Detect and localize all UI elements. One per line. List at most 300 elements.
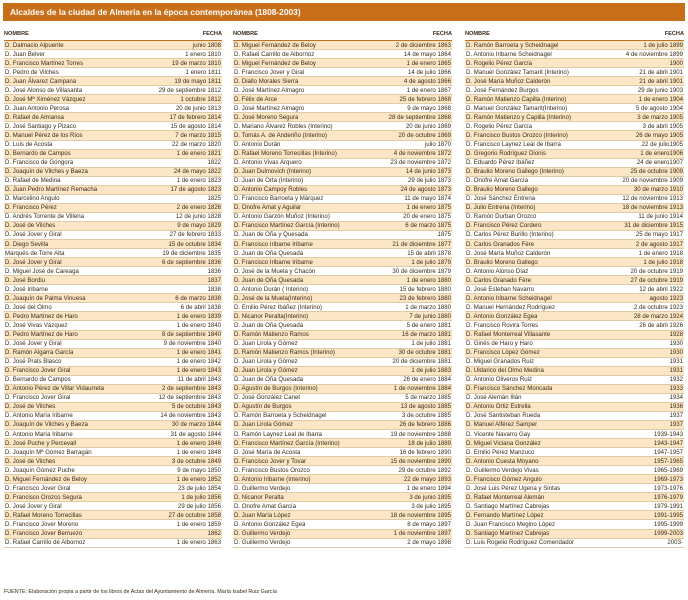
mayor-date: 13 de agosto 1885 [400, 403, 451, 411]
mayor-date: 1 de enero 1863 [176, 539, 221, 547]
mayor-name: D. Diallo Morales Sierra [234, 77, 299, 85]
table-row [4, 385, 222, 394]
table-row [233, 484, 452, 493]
mayor-date: 1930 [669, 340, 683, 348]
table-row [4, 285, 222, 294]
mayor-date: 2 de octubre 1923 [633, 303, 683, 311]
mayor-name: D. Antonio Campoy Robles [234, 186, 308, 194]
mayor-date: 25 de octubre 1909 [630, 168, 683, 176]
mayor-name: D. José de la Muela y Chacón [234, 267, 316, 275]
mayor-name: D. Manuel Alférez Samper [466, 421, 538, 429]
mayor-name: D. Juan de Oña Quesada [234, 276, 304, 284]
mayor-name: D. Juan Álvarez Campana [5, 77, 77, 85]
mayor-name: D. Joaquín Gómez Puche [5, 466, 75, 474]
mayor-date: 30 de marzo 1910 [633, 186, 683, 194]
mayor-date: 30 de octubre 1881 [398, 349, 451, 357]
mayor-date: 1 de enero 1867 [406, 86, 451, 94]
mayor-date: 1825 [207, 195, 221, 203]
mayor-date: 2 de enero 1826 [176, 204, 221, 212]
mayor-date: 14 de noviembre 1843 [160, 412, 221, 420]
table-row [465, 367, 684, 376]
table-row [233, 539, 452, 548]
mayor-name: D. José de Vilches [5, 222, 56, 230]
mayor-name: D. Braulio Moreno Gallego [466, 258, 538, 266]
table-row [233, 168, 452, 177]
mayor-name: D. Antonio González Egea [234, 520, 306, 528]
mayor-name: D. Nicanor Peralta [234, 493, 284, 501]
mayor-name: D. Juan Lirola y Gómez [234, 367, 298, 375]
mayor-name: D. Emilio Pérez Manzuco [466, 448, 535, 456]
mayor-name: D. Dalmacio Alpuente [5, 41, 64, 49]
mayor-date: 1937 [669, 412, 683, 420]
mayor-date: 14 de junio 1873 [405, 168, 451, 176]
mayor-date: 1995-1999 [653, 520, 683, 528]
mayor-date: 1934 [669, 394, 683, 402]
mayor-name: D. Onofre Amat y Aguilar [234, 204, 302, 212]
table-row [4, 358, 222, 367]
table-row [4, 367, 222, 376]
table-row [465, 358, 684, 367]
mayor-name: D. Antonio Oliveros Ruiz [466, 376, 533, 384]
table-row [465, 448, 684, 457]
table-row [233, 186, 452, 195]
table-row [4, 394, 222, 403]
table-row [4, 340, 222, 349]
mayor-date: 12 de noviembre 1913 [622, 195, 683, 203]
table-row [233, 448, 452, 457]
mayor-name: D. Francisco Laynez Leal de Ibarra [466, 141, 561, 149]
mayor-name: D. José Martínez Almagro [234, 86, 305, 94]
table-row [233, 222, 452, 231]
mayor-name: D. Juan Pedro Martínez Remacha [5, 186, 98, 194]
table-row [233, 276, 452, 285]
table-row [4, 466, 222, 475]
table-row [4, 439, 222, 448]
mayors-column-1 [4, 30, 222, 548]
mayor-date: 18 de noviembre 1895 [390, 511, 451, 519]
mayor-date: 3 de junio 1895 [409, 493, 451, 501]
table-row [233, 95, 452, 104]
mayor-date: 16 de marzo 1881 [401, 331, 451, 338]
mayor-name: D. José Martínez Almagro [234, 104, 305, 112]
table-row [4, 131, 222, 140]
mayor-date: 1 de enero 1880 [406, 276, 451, 284]
mayor-name: D. Francisco López Gómez [466, 349, 540, 357]
mayor-name: D. Francisco Jover Berruezo [5, 530, 83, 538]
table-row [465, 430, 684, 439]
table-row [233, 367, 452, 376]
mayor-name: D. Ramón Matienzo Ramos [234, 331, 309, 338]
table-row [4, 68, 222, 77]
table-row [465, 222, 684, 231]
mayor-date: 1 de noviembre 1884 [393, 385, 451, 393]
mayor-name: D. Antonio Pérez de Villar Vidaurreta [5, 385, 105, 393]
table-row [233, 340, 452, 349]
table-row [233, 131, 452, 140]
mayor-date: 18 de julio 1889 [407, 439, 451, 447]
mayor-date: 1936 [669, 403, 683, 411]
mayor-name: D. Luis de Acosta [5, 141, 53, 149]
mayor-date: 26 de enero 1884 [403, 376, 451, 384]
table-row [4, 95, 222, 104]
mayor-name: D. Braulio Moreno Gallego [466, 186, 538, 194]
mayor-date: 1969-1973 [653, 475, 683, 483]
table-row [4, 59, 222, 68]
column-body [233, 41, 452, 548]
mayor-name: D. Antonio Durán [234, 141, 281, 149]
mayor-date: 20 de diciembre 1881 [392, 358, 451, 366]
mayor-name: D. Pedro Martínez de Haro [5, 331, 78, 338]
mayor-name: D. Mariano Álvarez Robles (Interino) [234, 122, 333, 130]
mayor-date: 2 de septiembre 1843 [162, 385, 221, 393]
table-row [465, 231, 684, 240]
mayor-date: 16 de febrero 1890 [399, 448, 451, 456]
mayor-date: junio 1808 [192, 41, 221, 49]
table-row [465, 385, 684, 394]
table-row [465, 104, 684, 113]
mayor-name: D. Diego Sevilla [5, 240, 49, 248]
mayor-date: 5 de enero 1881 [406, 321, 451, 329]
table-row [233, 385, 452, 394]
mayor-name: D. José Vivas Vázquez [5, 321, 68, 329]
table-row [465, 240, 684, 249]
column-header [4, 30, 222, 41]
mayor-name: D. Juan de Orta (Interino) [234, 177, 304, 185]
table-row [233, 285, 452, 294]
table-row [233, 141, 452, 150]
table-row [233, 240, 452, 249]
mayor-name: D. Guillermo Verdejo [234, 539, 291, 547]
mayor-date: 11 de mayo 1874 [404, 195, 451, 203]
mayor-date: 17 de agosto 1823 [170, 186, 221, 194]
table-row [233, 267, 452, 276]
table-row [465, 186, 684, 195]
mayor-date: 1 de enero 1842 [176, 358, 221, 366]
column-body [4, 41, 222, 548]
mayor-date: 15 de octubre 1834 [168, 240, 221, 248]
table-row [4, 186, 222, 195]
mayor-date: 15 de febrero 1880 [399, 285, 451, 293]
mayor-name: D. Rafael Monterreal Villasante [466, 331, 551, 338]
mayor-date: 1 de julio 1881 [411, 340, 451, 348]
table-row [233, 68, 452, 77]
table-row [465, 249, 684, 258]
header-name: NOMBRE [465, 31, 490, 37]
header-date: FECHA [664, 31, 684, 37]
table-row [4, 303, 222, 312]
mayor-name: D. Rafael Carrillo de Albornoz [234, 50, 315, 58]
mayor-name: D. Joaquín Mª Gómez Barragán [5, 448, 92, 456]
mayor-name: D. Rafael de Almansa [5, 113, 64, 121]
mayor-date: 1836 [207, 267, 221, 275]
table-row [233, 113, 452, 122]
mayor-name: D. Francisco de Góngora [5, 159, 74, 167]
mayor-name: D. Miguel Fernández de Beloy [234, 59, 316, 67]
mayor-name: D. Vicente Navarro Gay [466, 430, 531, 438]
table-row [233, 475, 452, 484]
mayor-name: D. Carlos Granado Fère [466, 276, 532, 284]
mayor-date: 9 de mayo 1829 [177, 222, 221, 230]
table-row [233, 511, 452, 520]
mayor-date: 29 de julio 1856 [177, 502, 221, 510]
mayor-name: Marqués de Torre Alta [5, 249, 65, 257]
table-row [233, 520, 452, 529]
mayor-date: 20 de junio 1869 [405, 122, 451, 130]
mayor-name: D. Braulio Moreno Gallego (Interino) [466, 168, 564, 176]
mayor-date: 1939-1943 [653, 430, 683, 438]
mayor-date: 20 de noviembre 1909 [622, 177, 683, 185]
mayor-name: D. Francisco Pérez Cordero [466, 222, 542, 230]
mayor-name: D. Francisco Iribarne Iribarne [234, 258, 313, 266]
table-row [233, 294, 452, 303]
table-row [233, 249, 452, 258]
mayor-date: 12 de abril 1922 [639, 285, 683, 293]
mayor-name: D. Juan Lirola y Gómez [234, 340, 298, 348]
mayor-date: 11 de abril 1843 [177, 376, 221, 384]
mayor-date: 6 de marzo 1875 [405, 222, 451, 230]
mayor-date: 1957-1965 [653, 457, 683, 465]
mayor-name: D. Antonio Ortiz Estrella [466, 403, 531, 411]
mayor-date: 29 de julio 1873 [407, 177, 451, 185]
mayor-date: 21 de diciembre 1877 [392, 240, 451, 248]
table-row [4, 520, 222, 529]
table-row [233, 331, 452, 340]
mayor-date: 31 de diciembre 1915 [624, 222, 683, 230]
table-row [233, 312, 452, 321]
table-row [465, 168, 684, 177]
mayor-date: 1 de julio 1879 [411, 258, 451, 266]
mayor-date: 26 de mayo 1905 [635, 131, 683, 139]
mayor-date: 12 de septiembre 1843 [158, 394, 221, 402]
mayor-name: D. Luis Rogelio Rodríguez Comendador [466, 539, 575, 547]
mayor-name: D. Miguel José de Careaga [5, 267, 79, 275]
mayor-name: D. José Iribarne [5, 285, 49, 293]
table-row [4, 349, 222, 358]
table-row [465, 493, 684, 502]
mayor-date: 5 de marzo 1885 [405, 394, 451, 402]
mayor-name: D. José Fernández Burgos [466, 86, 539, 94]
mayor-date: 30 de diciembre 1879 [392, 267, 451, 275]
mayor-name: D. Antonio Vivas Arquero [234, 159, 302, 167]
mayor-name: D. Tomás A. de Anderiño (Interino) [234, 131, 328, 139]
mayor-date: 20 de enero 1875 [403, 213, 451, 221]
table-row [233, 231, 452, 240]
mayor-date: 20 de octubre 1869 [398, 131, 451, 139]
mayor-name: D. Marcelino Angulo [5, 195, 60, 203]
table-row [465, 403, 684, 412]
mayor-name: D. José de Vilches [5, 457, 56, 465]
mayor-date: 1900 [669, 59, 683, 67]
mayor-name: D. Ramón Durban Orozco [466, 213, 537, 221]
table-row [465, 258, 684, 267]
mayor-name: D. Juan Lirola Gómez [234, 421, 293, 429]
mayor-date: 1 de enero 1839 [176, 312, 221, 320]
table-row [465, 50, 684, 59]
mayor-name: D. Antonio Durán ( Interino) [234, 285, 309, 293]
mayor-name: D. José Jover y Giral [5, 340, 62, 348]
mayor-name: D. José de la Muela(Interino) [234, 294, 313, 302]
table-row [4, 150, 222, 159]
mayor-name: D. Andrés Torrente de Villena [5, 213, 85, 221]
table-row [4, 204, 222, 213]
mayor-date: 1 de enero 1859 [176, 520, 221, 528]
table-row [465, 376, 684, 385]
mayor-name: D. Juan Dulmovich (Interino) [234, 168, 312, 176]
mayor-name: D. Francisco Bustos Orozco [234, 466, 310, 474]
mayor-name: D. José Santiago y Pizaco [5, 122, 77, 130]
mayor-name: D. Francisco Sánchez Moncada [466, 385, 553, 393]
mayor-name: D. Manuel González Tamarit (Interino) [466, 68, 569, 76]
table-row [233, 493, 452, 502]
header-date: FECHA [432, 31, 452, 37]
table-row [4, 213, 222, 222]
table-row [465, 294, 684, 303]
mayor-date: 30 de marzo 1844 [171, 421, 221, 429]
mayor-date: 19 de noviembre 1888 [390, 430, 451, 438]
mayor-name: D. Guillermo Verdejo [234, 484, 291, 492]
mayor-name: D. Francisco Iribarne Iribarne [234, 240, 313, 248]
table-row [4, 86, 222, 95]
table-row [465, 86, 684, 95]
mayor-name: D. José María Muñoz Calderón [466, 77, 551, 85]
table-row [4, 539, 222, 548]
table-row [465, 159, 684, 168]
mayor-date: 4 de agosto 1866 [403, 77, 451, 85]
mayors-column-2 [233, 30, 452, 548]
column-body [465, 41, 684, 548]
mayor-name: D. Francisco Martínez García (Interino) [234, 222, 340, 230]
mayor-date: 24 de enero1907 [636, 159, 683, 167]
mayor-date: 1 de enero 1848 [176, 448, 221, 456]
mayor-name: D. José Moreno Segura [234, 113, 299, 121]
table-row [4, 249, 222, 258]
table-row [233, 86, 452, 95]
mayor-date: 1973-1976 [653, 484, 683, 492]
mayor-name: D. José Jover y Giral [5, 231, 62, 239]
mayor-name: D. Joaquín de Vilches y Baeza [5, 421, 88, 429]
mayor-date: 1947-1957 [653, 448, 683, 456]
mayor-date: 1 de enero 1846 [176, 439, 221, 447]
mayor-date: 1 de enero 1904 [638, 95, 683, 103]
mayor-name: D. Antonio Iribarne (Interino) [234, 475, 311, 483]
mayor-date: 1 de enero 1852 [176, 475, 221, 483]
mayor-name: D. Ramón Barroeta y Scheidnagel [234, 412, 327, 420]
mayor-name: D. Francisco Jover Giral [5, 484, 71, 492]
mayor-date: 2 de agosto 1917 [635, 240, 683, 248]
table-row [233, 321, 452, 330]
table-row [233, 412, 452, 421]
mayor-name: D. Julio Entrena (Interino) [466, 204, 536, 212]
table-row [465, 466, 684, 475]
mayor-date: 2 de diciembre 1863 [395, 41, 451, 49]
mayor-date: 1 de julio 1883 [411, 367, 451, 375]
mayor-date: 3 de abril 1905 [642, 122, 683, 130]
mayor-name: D. Bernardo de Campos [5, 376, 71, 384]
table-row [465, 412, 684, 421]
table-title: Alcaldes de la ciudad de Almería en la época contemporánea (1808-2003) [3, 3, 685, 21]
source-footnote: FUENTE: Elaboración propia a partir de los libros de Actas del Ayuntamiento de Almería. María Isabel Ruiz García [4, 589, 277, 595]
table-row [233, 41, 452, 50]
mayor-name: D. Rafael Monterreal Alemán [466, 493, 545, 501]
table-row [4, 177, 222, 186]
mayor-name: D. Pedro de Vilches [5, 68, 59, 76]
mayor-date: 7 de marzo 1815 [175, 131, 221, 139]
table-row [233, 258, 452, 267]
table-row [4, 484, 222, 493]
mayor-name: D. Guillermo Verdejo [234, 530, 291, 538]
table-row [4, 159, 222, 168]
mayor-name: D. Fernando Martínez López [466, 511, 544, 519]
mayor-date: 15 de abril 1878 [407, 249, 451, 257]
mayor-date: 1 de marzo 1880 [405, 303, 451, 311]
mayor-name: D. Francisco Jover Giral [5, 367, 71, 375]
mayor-date: 5 de octubre 1843 [171, 403, 221, 411]
mayor-date: 8 de septiembre 1840 [162, 331, 221, 338]
mayor-date: 3 de octubre 1849 [171, 457, 221, 465]
mayor-name: D. José Esteban Navarro [466, 285, 535, 293]
mayor-name: D. José Alonso de Villasanta [5, 86, 83, 94]
mayor-name: D. Miguel Fernández de Beloy [5, 475, 87, 483]
table-row [4, 258, 222, 267]
table-row [4, 240, 222, 249]
mayor-date: 14 de mayo 1864 [403, 50, 451, 58]
mayor-date: 22 de mayo 1893 [403, 475, 451, 483]
mayor-date: 1862 [207, 530, 221, 538]
table-row [465, 113, 684, 122]
table-row [4, 312, 222, 321]
mayor-name: D. José de Vilches [5, 403, 56, 411]
table-row [233, 303, 452, 312]
table-row [465, 421, 684, 430]
mayor-name: D. Francisco Jover Moreno [5, 520, 79, 528]
mayor-name: D. Nicanor Peralta(Interino) [234, 312, 309, 320]
mayor-name: D. Antonio María Iribarne [5, 412, 73, 420]
mayor-name: D. Antonio Garzón Muñoz (Interino) [234, 213, 330, 221]
mayor-name: D. José González Canet [234, 394, 301, 402]
table-row [4, 511, 222, 520]
mayor-name: D. Manuel González Tamarit(Interino) [466, 104, 568, 112]
mayor-date: 3 de julio 1895 [411, 502, 451, 510]
table-row [233, 213, 452, 222]
mayor-name: D. Miguel Viciana González [466, 439, 541, 447]
table-row [465, 204, 684, 213]
mayor-date: 24 de agosto 1873 [400, 186, 451, 194]
mayor-date: 1 de enero 1843 [176, 367, 221, 375]
mayor-date: 26 de abril 1926 [639, 321, 683, 329]
mayor-date: 1991-1995 [653, 511, 683, 519]
mayor-date: 9 de mayo 1868 [407, 104, 451, 112]
mayor-name: D. José del Olmo [5, 303, 52, 311]
table-row [465, 539, 684, 548]
mayor-date: 3 de octubre 1885 [401, 412, 451, 420]
mayor-date: 22 de marzo 1820 [171, 141, 221, 149]
mayor-date: 20 de octubre 1919 [630, 267, 683, 275]
table-row [4, 141, 222, 150]
table-row [465, 475, 684, 484]
table-row [4, 475, 222, 484]
mayor-date: 1932 [669, 376, 683, 384]
table-row [465, 321, 684, 330]
mayor-name: D. Joaquín de Palma Vinuesa [5, 294, 86, 302]
table-row [4, 502, 222, 511]
mayor-name: D. Carlos Granados Fère [466, 240, 535, 248]
mayor-date: 1 de enero 1918 [638, 249, 683, 257]
table-row [465, 439, 684, 448]
mayor-name: D. Francisco Jover Giral [5, 394, 71, 402]
mayor-date: 21 de abril 1901 [639, 68, 683, 76]
mayor-name: D. Francisco Pérez [5, 204, 57, 212]
mayor-name: D. Antonio Iribarne Scheidnagel [466, 294, 552, 302]
